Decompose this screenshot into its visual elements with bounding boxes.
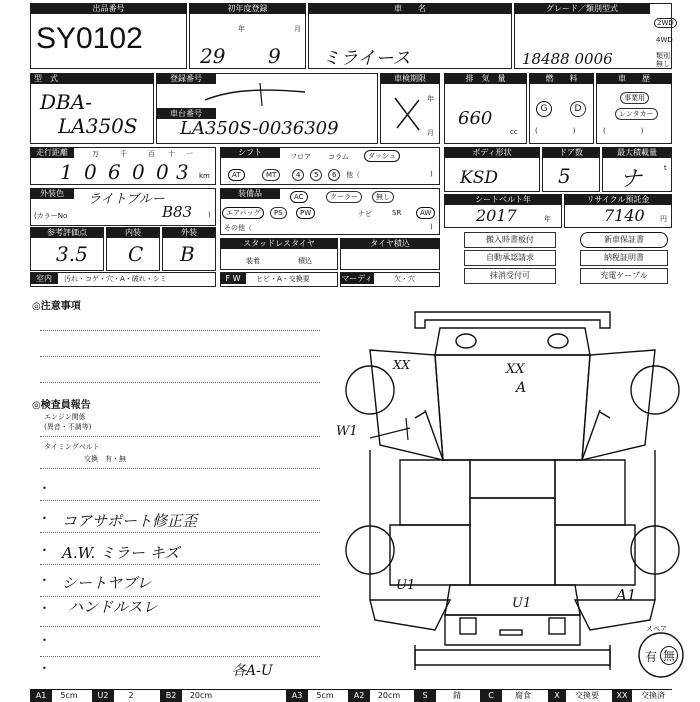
business-use-option: 事業用 xyxy=(620,92,649,104)
inspection-x-mark xyxy=(392,95,422,133)
legend-code: A1 xyxy=(30,690,52,702)
model-value-line2: LA350S xyxy=(58,114,138,138)
fuel-g-option: G xyxy=(536,101,552,117)
fuel-header: 燃 料 xyxy=(529,73,594,84)
grade-value: 18488 0006 xyxy=(522,50,613,68)
legend-desc: 錆 xyxy=(453,691,461,700)
equipment-nav: ナビ xyxy=(358,210,372,218)
first-reg-header: 初年度登録 xyxy=(189,3,306,14)
bullet: • xyxy=(42,514,47,523)
wd2-option: 2WD xyxy=(654,18,677,28)
equipment-airbag: エアバッグ xyxy=(222,207,264,219)
report-header: ◎検査員報告 xyxy=(32,400,91,411)
damage-mark-a1: A1 xyxy=(616,586,637,604)
recycle-value: 7140 xyxy=(604,206,645,225)
equipment-ps: PS xyxy=(270,207,287,219)
report-handwritten-5: 各A-U xyxy=(232,663,273,679)
inspection-header: 車検期限 xyxy=(380,73,440,84)
doors-header: ドア数 xyxy=(542,147,600,158)
capacity-unit: t xyxy=(664,164,667,172)
doc-plate: 搬入時書板付 xyxy=(464,232,556,248)
model-value-line1: DBA- xyxy=(40,90,92,114)
bullet: • xyxy=(42,484,47,493)
notes-line xyxy=(40,382,320,383)
car-diagram xyxy=(330,300,700,685)
history-paren: ( ) xyxy=(603,127,644,135)
grade-header: グレード／類別型式 xyxy=(514,3,650,14)
doc-warranty: 新車保証書 xyxy=(580,232,668,248)
report-line xyxy=(40,436,320,437)
shift-column: コラム xyxy=(324,151,353,163)
mileage-mark-4: 十 xyxy=(168,150,175,158)
color-code-close: ) xyxy=(208,211,211,219)
report-handwritten-1: コアサポート修正歪 xyxy=(62,512,198,530)
legend-desc: 交換要 xyxy=(575,691,599,700)
studless-fitted: 装着 xyxy=(246,257,260,265)
fuel-d-option: D xyxy=(570,101,586,117)
color-value: ライトブルー xyxy=(88,192,165,207)
mileage-mark-2: 千 xyxy=(120,150,127,158)
history-header: 車 歴 xyxy=(596,73,672,84)
no-class-option: 類別 無し xyxy=(656,52,670,68)
first-reg-year: 29 xyxy=(200,44,226,68)
legend-desc: 交換済 xyxy=(641,691,665,700)
legend-desc: 5cm xyxy=(60,691,78,700)
equipment-pw: PW xyxy=(296,207,315,219)
bullet: • xyxy=(42,636,47,645)
spare-yes: 有 xyxy=(645,650,658,664)
bullet: • xyxy=(42,576,47,585)
doc-tax: 納税証明書 xyxy=(580,250,668,266)
legend-code: A2 xyxy=(348,690,370,702)
fw-label: F W xyxy=(220,273,246,284)
displacement-unit: cc xyxy=(510,128,518,136)
report-handwritten-2: A.W. ミラー キズ xyxy=(62,544,180,562)
studless-header: スタッドレスタイヤ xyxy=(220,238,338,249)
report-line xyxy=(40,656,320,657)
report-line xyxy=(40,500,320,501)
legend-desc: 2 xyxy=(128,691,134,700)
notes-header: ◎注意事項 xyxy=(32,301,81,312)
body-type-header: ボディ形状 xyxy=(444,147,540,158)
doc-cancel: 抹消受付可 xyxy=(464,268,556,284)
damage-mark-xx-center: XX xyxy=(506,362,525,377)
mileage-unit: km xyxy=(199,172,210,180)
equipment-other: その他（ xyxy=(224,224,252,232)
reg-no-header: 登録番号 xyxy=(156,73,216,84)
interior-value: C xyxy=(128,242,144,266)
shift-at: AT xyxy=(228,169,245,181)
mileage-digit: 6 xyxy=(108,160,121,184)
legend-code: XX xyxy=(612,690,632,702)
fw-text: ヒビ・A・交換要 xyxy=(256,275,310,283)
displacement-header: 排 気 量 xyxy=(444,73,527,84)
mileage-mark-3: 百 xyxy=(148,150,155,158)
first-reg-year-unit: 年 xyxy=(238,25,245,33)
spare-label: スペア xyxy=(646,625,667,633)
mileage-mark-5: 一 xyxy=(186,150,193,158)
legend-code: B2 xyxy=(160,690,182,702)
shift-other: 他（ xyxy=(346,171,360,179)
bullet: • xyxy=(42,664,47,673)
rental-option: レンタカー xyxy=(615,108,658,120)
legend-code: C xyxy=(480,690,502,702)
equipment-aw: AW xyxy=(416,207,435,219)
spare-no: 無 xyxy=(660,646,678,665)
shift-6: 6 xyxy=(328,169,340,181)
car-name-header: 車 名 xyxy=(308,3,512,14)
damage-mark-u1-left: U1 xyxy=(396,578,416,593)
shift-dash: ダッシュ xyxy=(364,150,400,162)
equipment-ac: AC xyxy=(290,191,308,203)
body-type-value: KSD xyxy=(460,168,498,188)
mileage-digit: 0 xyxy=(84,160,97,184)
mileage-digit: 0 xyxy=(132,160,145,184)
lot-number-header: 出品番号 xyxy=(30,3,187,14)
inspection-month-unit: 月 xyxy=(427,129,434,137)
interior-condition-text: 汚れ・コゲ・穴・A・破れ・シミ xyxy=(64,275,167,283)
doors-value: 5 xyxy=(558,164,571,188)
legend-desc: 腐食 xyxy=(515,691,531,700)
report-line xyxy=(40,532,320,533)
mileage-digit: 3 xyxy=(176,160,189,184)
studless-loaded: 積込 xyxy=(298,257,312,265)
report-line xyxy=(40,564,320,565)
doc-charge-cable: 充電ケーブル xyxy=(580,268,668,284)
mileage-digit: 0 xyxy=(156,160,169,184)
car-name-value: ミライース xyxy=(322,48,411,69)
color-code-label: (カラーNo xyxy=(34,212,68,220)
exterior-header: 外装 xyxy=(162,227,216,238)
seatbelt-value: 2017 xyxy=(476,206,517,225)
report-line xyxy=(40,468,320,469)
notes-line xyxy=(40,356,320,357)
timing-opts: 交換 有・無 xyxy=(84,455,126,463)
shift-mt: MT xyxy=(262,169,280,181)
engine-label: エンジン関係 xyxy=(44,413,86,421)
score-value: 3.5 xyxy=(56,242,88,266)
mud-text: 欠・穴 xyxy=(394,275,415,283)
exterior-value: B xyxy=(180,242,195,266)
first-reg-month: 9 xyxy=(268,44,281,68)
wd4-option: 4WD xyxy=(656,36,673,44)
reg-no-strike xyxy=(200,80,310,110)
color-header: 外装色 xyxy=(30,188,74,199)
capacity-header: 最大積載量 xyxy=(602,147,672,158)
equipment-sr: SR xyxy=(392,209,402,217)
interior-header: 内装 xyxy=(106,227,160,238)
color-code: B83 xyxy=(162,203,193,221)
legend-desc: 20cm xyxy=(377,691,401,700)
chassis-value: LA350S-0036309 xyxy=(180,118,339,139)
report-line xyxy=(40,626,320,627)
report-handwritten-3: シートヤブレ xyxy=(62,574,152,592)
seatbelt-header: シートベルト年 xyxy=(444,194,562,205)
equipment-none: 無し xyxy=(372,191,394,203)
legend-desc: 20cm xyxy=(189,691,213,700)
equipment-cooler: クーラー xyxy=(326,191,362,203)
mileage-header: 走行距離 xyxy=(30,147,74,158)
model-header: 型 式 xyxy=(30,73,154,84)
inspection-year-unit: 年 xyxy=(427,95,434,103)
report-handwritten-4: ハンドルスレ xyxy=(68,598,158,616)
shift-other-close: ) xyxy=(430,170,433,178)
equipment-other-close: ) xyxy=(430,223,433,231)
fuel-paren: ( ) xyxy=(535,127,576,135)
recycle-header: リサイクル預託金 xyxy=(564,194,672,205)
first-reg-month-unit: 月 xyxy=(294,25,301,33)
seatbelt-unit: 年 xyxy=(544,215,551,223)
damage-mark-w1: W1 xyxy=(336,424,358,439)
doc-auto-approval: 自動承認請求 xyxy=(464,250,556,266)
damage-mark-a-center: A xyxy=(516,380,527,396)
mileage-digit: 1 xyxy=(60,160,73,184)
bullet: • xyxy=(42,546,47,555)
interior-condition-label: 室内 xyxy=(30,273,58,284)
notes-line xyxy=(40,330,320,331)
bullet: • xyxy=(42,604,47,613)
capacity-value: ナ xyxy=(620,167,643,192)
equipment-header: 装備品 xyxy=(220,188,280,199)
mileage-mark-1: 万 xyxy=(92,150,99,158)
legend-code: S xyxy=(414,690,436,702)
mud-label: マーディ xyxy=(341,274,373,283)
recycle-unit: 円 xyxy=(660,215,667,223)
shift-header: シフト xyxy=(220,147,280,158)
legend-code: A3 xyxy=(286,690,308,702)
damage-mark-u1-center: U1 xyxy=(512,596,532,611)
shift-5: 5 xyxy=(310,169,322,181)
legend-code: X xyxy=(548,690,566,702)
legend-code: U2 xyxy=(92,690,114,702)
damage-mark-xx-left: XX xyxy=(393,358,411,372)
score-header: 参考評価点 xyxy=(30,227,104,238)
shift-floor: フロア xyxy=(286,151,315,163)
lot-number-value: SY0102 xyxy=(36,22,143,55)
shift-4: 4 xyxy=(292,169,304,181)
legend-desc: 5cm xyxy=(316,691,334,700)
engine-sub: (異音・不調等) xyxy=(44,423,92,431)
timing-label: タイミングベルト xyxy=(44,443,100,451)
tire-load-header: タイヤ積込 xyxy=(340,238,440,249)
chassis-header: 車台番号 xyxy=(156,108,216,119)
displacement-value: 660 xyxy=(458,108,493,129)
